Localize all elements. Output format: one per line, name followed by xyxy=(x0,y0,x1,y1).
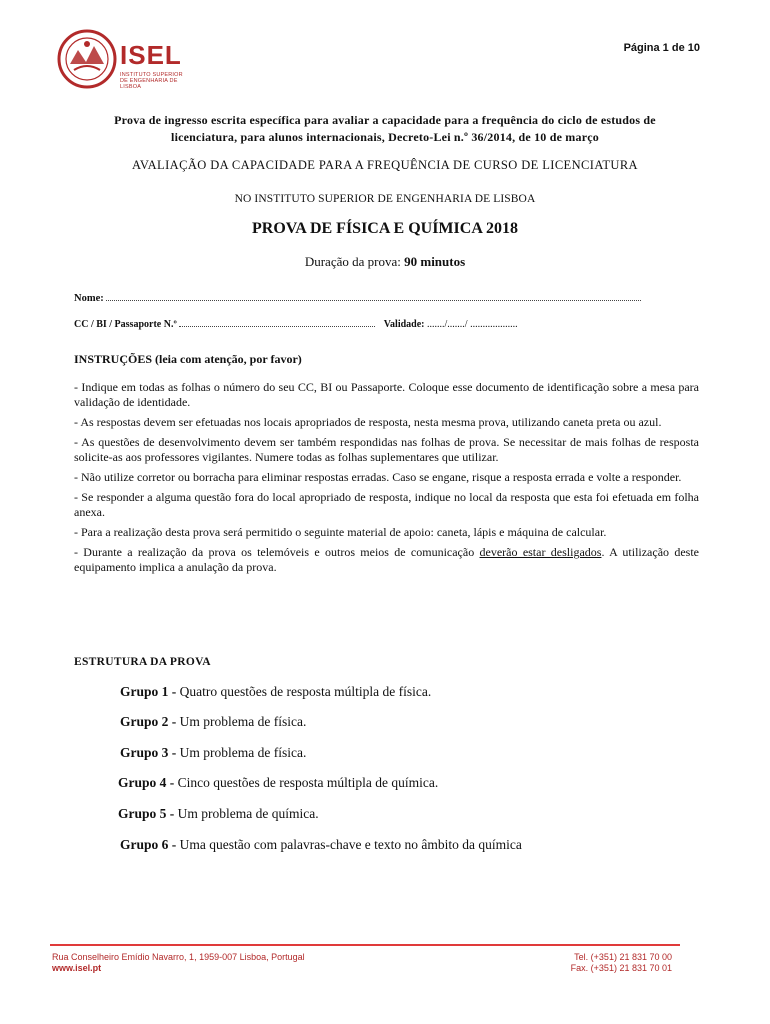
group-row xyxy=(118,806,319,822)
isel-logo xyxy=(56,28,196,92)
footer-fax: Fax. (+351) 21 831 70 01 xyxy=(570,963,672,973)
instruction-item-last xyxy=(74,545,699,575)
name-label: Nome: xyxy=(74,293,104,304)
validity-year-line[interactable]: ................... xyxy=(470,319,518,330)
group-text: Cinco questões de resposta múltipla de química. xyxy=(174,775,439,790)
footer-website-link[interactable]: www.isel.pt xyxy=(52,963,102,973)
duration-value: 90 minutos xyxy=(404,254,466,269)
instruction-last-underlined: deverão estar desligados xyxy=(479,545,602,559)
instruction-item: - As respostas devem ser efetuadas nos locais apropriados de resposta, nesta mesma prova, utilizando caneta preta ou azul. xyxy=(74,415,662,429)
instruction-item: - Não utilize corretor ou borracha para eliminar respostas erradas. Caso se engane, risque a resposta errada e volte a responder. xyxy=(74,470,682,484)
group-text: Um problema de química. xyxy=(174,806,319,821)
intro-line-2: licenciatura, para alunos internacionais, Decreto-Lei n.º 36/2014, de 10 de março xyxy=(171,130,599,144)
group-label: Grupo 1 - xyxy=(120,684,177,699)
isel-seal-icon xyxy=(56,28,118,90)
exam-duration xyxy=(60,254,710,270)
group-text: Quatro questões de resposta múltipla de física. xyxy=(176,684,432,699)
group-text: Um problema de física. xyxy=(176,745,307,760)
instruction-last-end: . A utilização deste equipamento implica a anulação da prova. xyxy=(74,545,700,574)
group-row xyxy=(120,684,431,700)
footer-contact-block xyxy=(571,952,672,974)
id-input-line[interactable] xyxy=(179,318,375,327)
group-label: Grupo 5 - xyxy=(118,806,175,821)
instruction-item: - Se responder a alguma questão fora do local apropriado de resposta, indique no local da resposta que esta foi efetuada em folha anexa. xyxy=(74,490,699,519)
intro-text xyxy=(80,112,690,146)
group-row xyxy=(120,714,306,730)
name-input-line[interactable] xyxy=(106,292,641,301)
name-field-row xyxy=(74,292,641,304)
instruction-item: - Para a realização desta prova será permitido o seguinte material de apoio: caneta, lápis e máquina de calcular. xyxy=(74,525,607,539)
institute-line: NO INSTITUTO SUPERIOR DE ENGENHARIA DE LISBOA xyxy=(234,193,536,205)
instruction-item: - As questões de desenvolvimento devem ser também respondidas nas folhas de prova. Se necessitar de mais folhas de resposta solicite-as aos professores vigilantes. Numere todas as folhas suplementares que utilizar. xyxy=(74,435,699,464)
id-field-row xyxy=(74,318,518,330)
instructions-list xyxy=(74,380,699,580)
footer-tel: Tel. (+351) 21 831 70 00 xyxy=(574,952,672,962)
logo-wordmark: ISEL xyxy=(120,40,182,70)
intro-line-1: Prova de ingresso escrita específica para avaliar a capacidade para a frequência do ciclo de estudos de xyxy=(114,113,656,127)
exam-title: PROVA DE FÍSICA E QUÍMICA 2018 xyxy=(252,220,518,237)
group-label: Grupo 6 - xyxy=(120,837,177,852)
group-label: Grupo 2 - xyxy=(120,714,177,729)
instruction-last-start: - Durante a realização da prova os telemóveis e outros meios de comunicação xyxy=(74,545,480,559)
group-text: Uma questão com palavras-chave e texto no âmbito da química xyxy=(176,837,522,852)
instruction-item: - Indique em todas as folhas o número do seu CC, BI ou Passaporte. Coloque esse documento de identificação sobre a mesa para validação de identidade. xyxy=(74,380,699,409)
group-label: Grupo 4 - xyxy=(118,775,175,790)
structure-heading: ESTRUTURA DA PROVA xyxy=(74,656,211,668)
group-row xyxy=(118,775,438,791)
footer-address: Rua Conselheiro Emídio Navarro, 1, 1959-007 Lisboa, Portugal xyxy=(52,952,305,962)
logo-subtitle: INSTITUTO SUPERIOR DE ENGENHARIA DE LISBOA xyxy=(120,72,183,90)
footer-divider xyxy=(50,944,680,946)
id-label: CC / BI / Passaporte N.º xyxy=(74,319,177,330)
page-number: Página 1 de 10 xyxy=(623,42,700,54)
group-text: Um problema de física. xyxy=(176,714,307,729)
group-row xyxy=(120,745,306,761)
validity-label: Validade: xyxy=(383,319,425,330)
footer-address-block xyxy=(52,952,305,974)
duration-label: Duração da prova: xyxy=(304,254,405,269)
group-label: Grupo 3 - xyxy=(120,745,177,760)
assessment-line: AVALIAÇÃO DA CAPACIDADE PARA A FREQUÊNCIA DE CURSO DE LICENCIATURA xyxy=(132,158,638,172)
validity-input-line[interactable]: ......./......./ xyxy=(427,319,471,330)
instructions-heading: INSTRUÇÕES (leia com atenção, por favor) xyxy=(74,352,302,366)
group-row xyxy=(120,837,522,853)
